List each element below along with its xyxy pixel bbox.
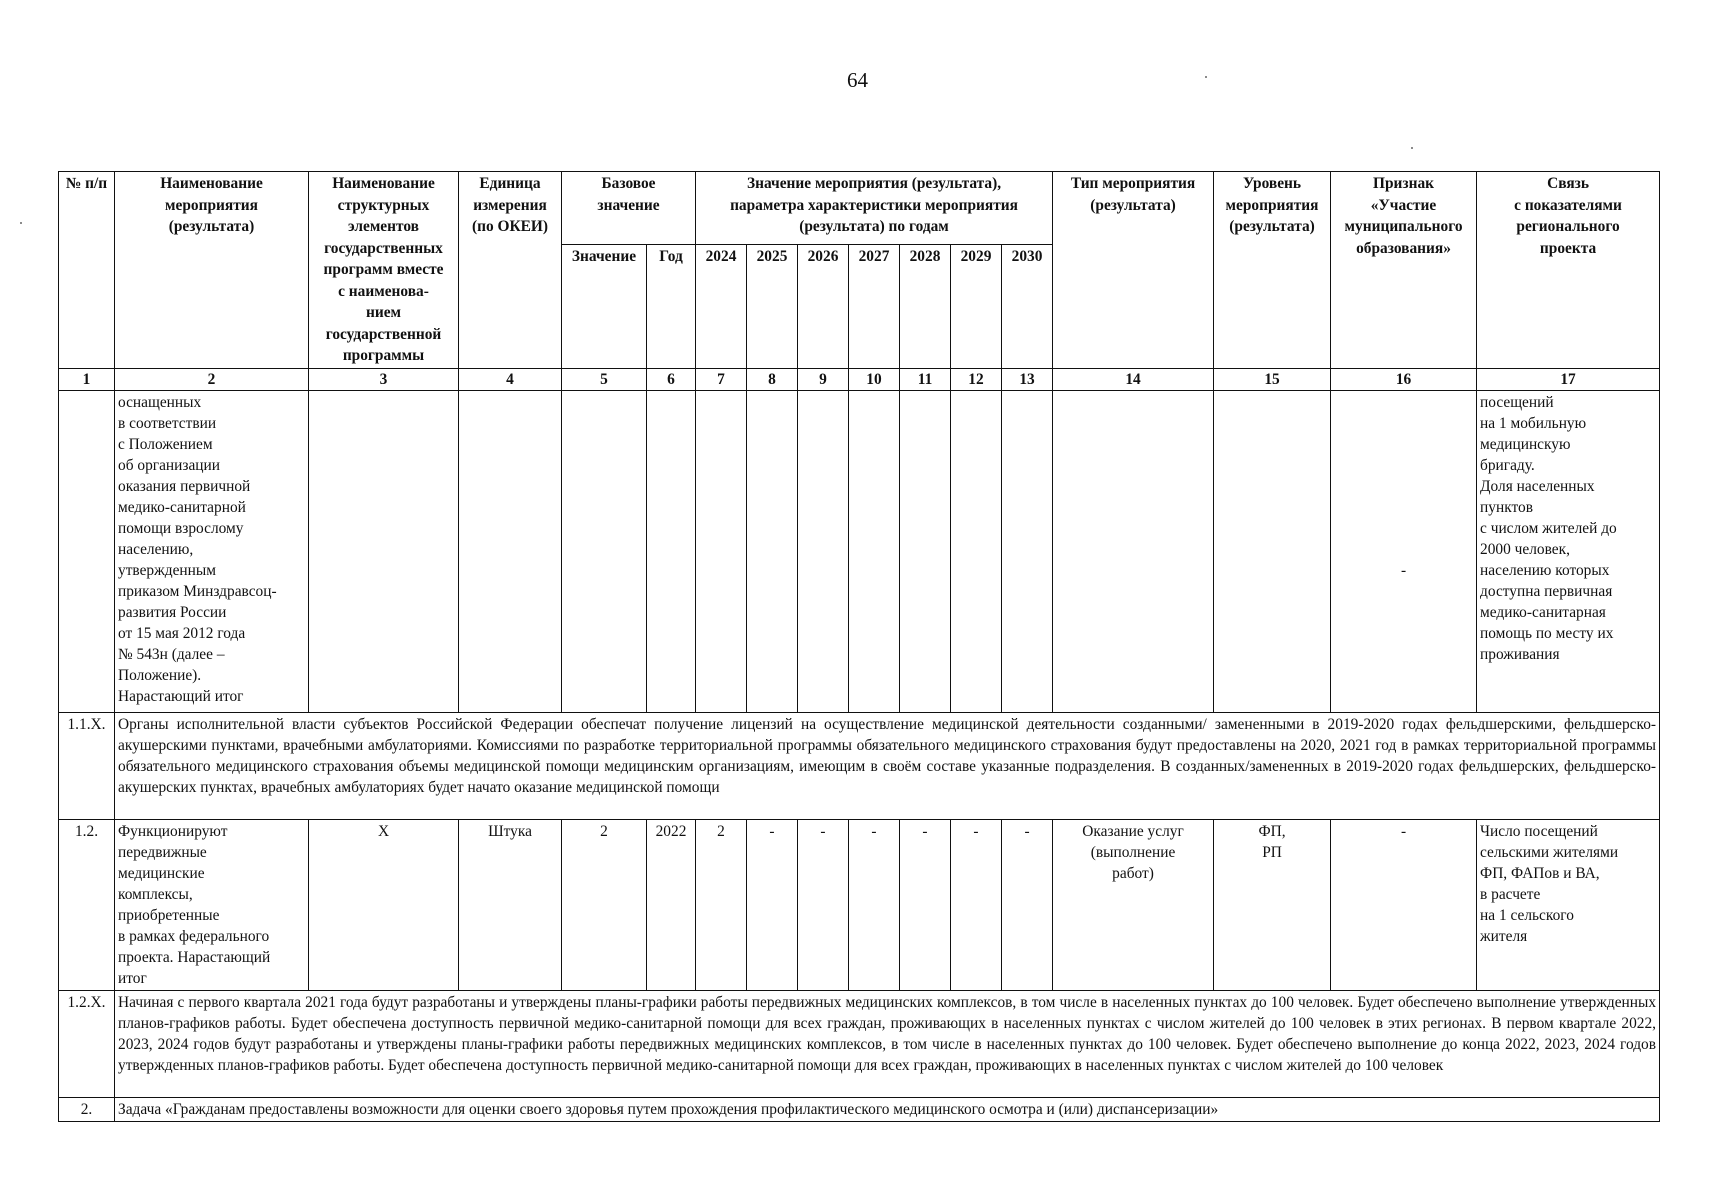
regional-link: Число посещений сельскими жителями ФП, ФАПов и ВА, в расчете на 1 сельского жителя <box>1477 819 1660 990</box>
column-number: 1 <box>59 368 115 390</box>
program-table <box>58 171 1660 1122</box>
header-year-2029: 2029 <box>951 245 1002 368</box>
header-year-2028: 2028 <box>900 245 951 368</box>
header-year-2026: 2026 <box>798 245 849 368</box>
header-type: Тип мероприятия (результата) <box>1053 172 1214 369</box>
structural-element: Х <box>309 819 459 990</box>
header-year-2024: 2024 <box>696 245 747 368</box>
municipal-sign: - <box>1331 390 1477 712</box>
column-number: 17 <box>1477 368 1660 390</box>
header-base-value: Значение <box>562 245 647 368</box>
year-value-2024: 2 <box>696 819 747 990</box>
year-value-2029: - <box>951 819 1002 990</box>
regional-link: посещений на 1 мобильную медицинскую бригаду. Доля населенных пунктов с числом жителей до 2000 человек, населению которых доступна первичная медико-санитарная помощь по месту их проживания <box>1477 390 1660 712</box>
base-year: 2022 <box>647 819 696 990</box>
task-title: Задача «Гражданам предоставлены возможности для оценки своего здоровья путем прохождения профилактического медицинского осмотра и (или) диспансеризации» <box>115 1097 1660 1121</box>
header-unit: Единица измерения (по ОКЕИ) <box>459 172 562 369</box>
table-row-1-2 <box>59 819 1660 990</box>
column-number: 9 <box>798 368 849 390</box>
column-number: 13 <box>1002 368 1053 390</box>
column-number: 16 <box>1331 368 1477 390</box>
unit: Штука <box>459 819 562 990</box>
activity-name: Функционируют передвижные медицинские комплексы, приобретенные в рамках федерального проекта. Нарастающий итог <box>115 819 309 990</box>
column-number: 3 <box>309 368 459 390</box>
year-value-2030: - <box>1002 819 1053 990</box>
scan-speck <box>1205 76 1207 78</box>
table-row-2 <box>59 1097 1660 1121</box>
row-description: Начиная с первого квартала 2021 года будут разработаны и утверждены планы-графики работы передвижных медицинских комплексов, в том числе в населенных пунктах до 100 человек. Будет обеспечено выполнение утвержденных планов-графиков работы. Будет обеспечена доступность первичной медико-санитарной помощи для всех граждан, проживающих в населенных пунктах с числом жителей до 100 человек в этих регионах. В первом квартале 2022, 2023, 2024 годов будут разработаны и утверждены планы-графики работы передвижных медицинских комплексов, в том числе в населенных пунктах до 100 человек. Будет обеспечено выполнение до конца 2022, 2023, 2024 годов утвержденных планов-графиков работы. Будет обеспечена доступность первичной медико-санитарной помощи для всех граждан, проживающих в населенных пунктах с числом жителей до 100 человек <box>115 990 1660 1097</box>
header-name: Наименование мероприятия (результата) <box>115 172 309 369</box>
column-number: 6 <box>647 368 696 390</box>
header-level: Уровень мероприятия (результата) <box>1214 172 1331 369</box>
activity-type: Оказание услуг (выполнение работ) <box>1053 819 1214 990</box>
activity-level: ФП, РП <box>1214 819 1331 990</box>
municipal-sign: - <box>1331 819 1477 990</box>
year-value-2025: - <box>747 819 798 990</box>
table-row-1-1-x <box>59 712 1660 819</box>
column-number: 7 <box>696 368 747 390</box>
header-row-top <box>59 172 1660 245</box>
column-number-row <box>59 368 1660 390</box>
column-number: 2 <box>115 368 309 390</box>
row-number: 1.1.X. <box>59 712 115 819</box>
row-number: 1.2. <box>59 819 115 990</box>
row-description: Органы исполнительной власти субъектов Российской Федерации обеспечат получение лицензий на осуществление медицинской деятельности созданными/ замененными в 2019-2020 годах фельдшерскими, фельдшерско-акушерскими пунктами, врачебными амбулаториями. Комиссиями по разработке территориальной программы обязательного медицинского страхования будут предоставлены на 2020, 2021 год в рамках территориальной программы обязательного медицинского страхования объемы медицинской помощи медицинским организациям, имеющим в своём составе указанные подразделения. В созданных/замененных в 2019-2020 годах фельдшерских, фельдшерско-акушерских пунктах, врачебных амбулаториях будет начато оказание медицинской помощи <box>115 712 1660 819</box>
table-row-1-2-x <box>59 990 1660 1097</box>
column-number: 12 <box>951 368 1002 390</box>
header-num: № п/п <box>59 172 115 369</box>
page-number: 64 <box>847 68 868 92</box>
activity-name: оснащенных в соответствии с Положением об организации оказания первичной медико-санитарной помощи взрослому населению, утвержденным приказом Минздравсоц- развития России от 15 мая 2012 года № 543н (далее – Положение). Нарастающий итог <box>115 390 309 712</box>
column-number: 15 <box>1214 368 1331 390</box>
column-number: 10 <box>849 368 900 390</box>
header-base-group: Базовое значение <box>562 172 696 245</box>
column-number: 5 <box>562 368 647 390</box>
base-value: 2 <box>562 819 647 990</box>
header-year-2025: 2025 <box>747 245 798 368</box>
header-structural: Наименование структурных элементов государственных программ вместе с наименова- нием государственной программы <box>309 172 459 369</box>
scan-speck <box>20 222 22 224</box>
column-number: 11 <box>900 368 951 390</box>
header-year-2030: 2030 <box>1002 245 1053 368</box>
table-row-continued <box>59 390 1660 712</box>
column-number: 14 <box>1053 368 1214 390</box>
header-link: Связь с показателями регионального проекта <box>1477 172 1660 369</box>
row-number: 2. <box>59 1097 115 1121</box>
year-value-2026: - <box>798 819 849 990</box>
header-municipal: Признак «Участие муниципального образования» <box>1331 172 1477 369</box>
column-number: 8 <box>747 368 798 390</box>
year-value-2027: - <box>849 819 900 990</box>
header-base-year: Год <box>647 245 696 368</box>
header-values-group: Значение мероприятия (результата), параметра характеристики мероприятия (результата) по годам <box>696 172 1053 245</box>
row-number: 1.2.Х. <box>59 990 115 1097</box>
scan-speck <box>1411 147 1413 149</box>
year-value-2028: - <box>900 819 951 990</box>
column-number: 4 <box>459 368 562 390</box>
header-year-2027: 2027 <box>849 245 900 368</box>
